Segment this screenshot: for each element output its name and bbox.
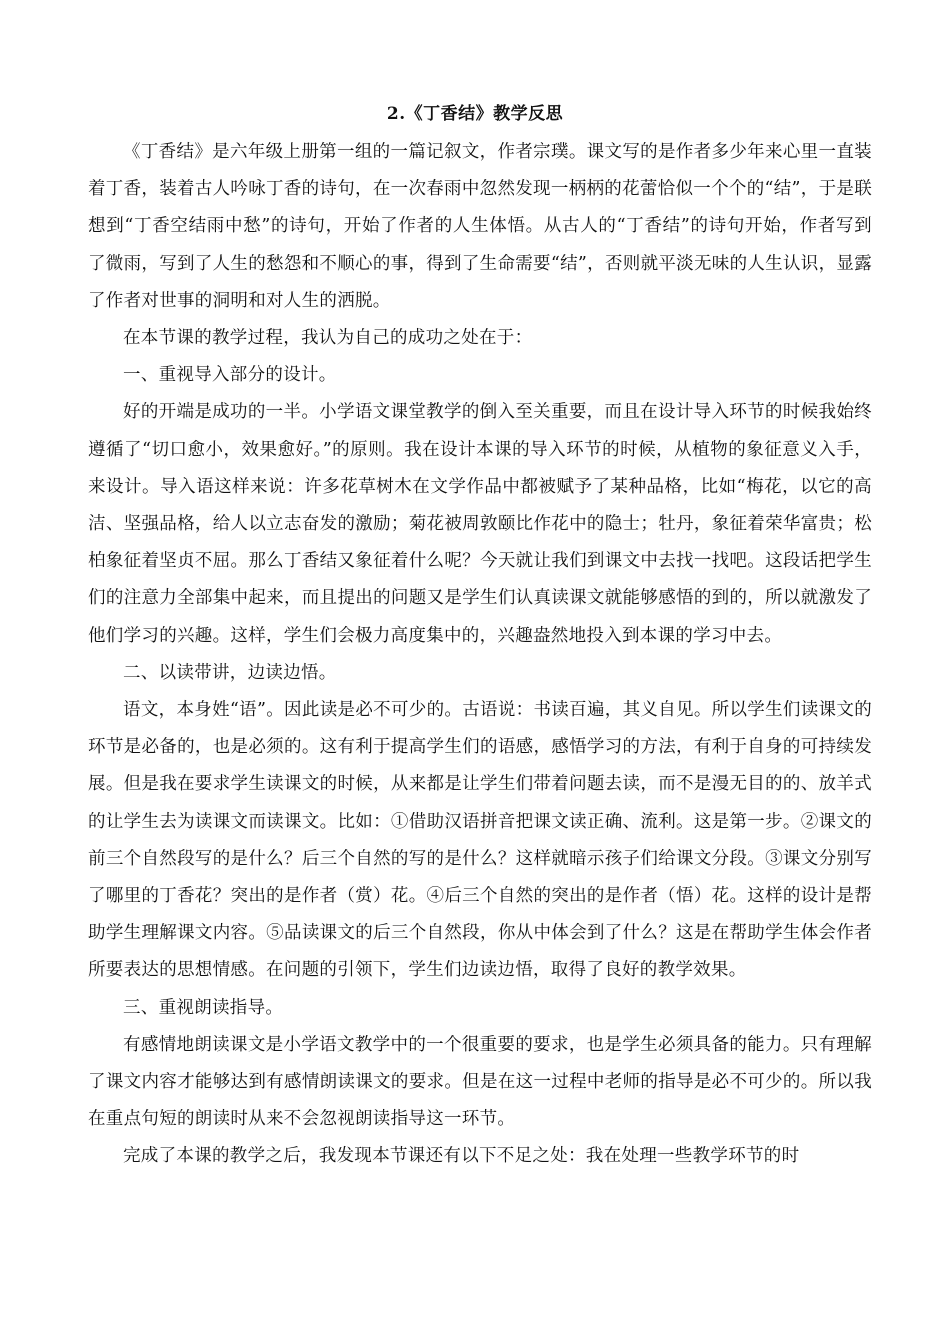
document-body bbox=[88, 134, 872, 1176]
paragraph-intro: 《丁香结》是六年级上册第一组的一篇记叙文，作者宗璞。课文写的是作者多少年来心里一直装着丁香，装着古人吟咏丁香的诗句，在一次春雨中忽然发现一柄柄的花蕾恰似一个个的“结”，于是联想到“丁香空结雨中愁”的诗句，开始了作者的人生体悟。从古人的“丁香结”的诗句开始，作者写到了微雨，写到了人生的愁怨和不顺心的事，得到了生命需要“结”，否则就平淡无味的人生认识，显露了作者对世事的洞明和对人生的洒脱。 bbox=[88, 142, 872, 311]
paragraph-section-3: 有感情地朗读课文是小学语文教学中的一个很重要的要求，也是学生必须具备的能力。只有理解了课文内容才能够达到有感情朗读课文的要求。但是在这一过程中老师的指导是必不可少的。所以我在重点句短的朗读时从来不会忽视朗读指导这一环节。 bbox=[88, 1034, 872, 1130]
paragraph-shortcomings: 完成了本课的教学之后，我发现本节课还有以下不足之处：我在处理一些教学环节的时 bbox=[123, 1146, 800, 1167]
paragraph-section-2: 语文，本身姓“语”。因此读是必不可少的。古语说：书读百遍，其义自见。所以学生们读课文的环节是必备的，也是必须的。这有利于提高学生们的语感，感悟学习的方法，有利于自身的可持续发展。但是我在要求学生读课文的时候，从来都是让学生们带着问题去读，而不是漫无目的的、放羊式的让学生去为读课文而读课文。比如：①借助汉语拼音把课文读正确、流利。这是第一步。②课文的前三个自然段写的是什么？后三个自然的写的是什么？这样就暗示孩子们给课文分段。③课文分别写了哪里的丁香花？突出的是作者（赏）花。④后三个自然的突出的是作者（悟）花。这样的设计是帮助学生理解课文内容。⑤品读课文的后三个自然段，你从中体会到了什么？这是在帮助学生体会作者所要表达的思想情感。在问题的引领下，学生们边读边悟，取得了良好的教学效果。 bbox=[88, 700, 872, 981]
section-heading-2: 二、以读带讲，边读边悟。 bbox=[123, 662, 337, 683]
paragraph-section-1: 好的开端是成功的一半。小学语文课堂教学的倒入至关重要，而且在设计导入环节的时候我始终遵循了“切口愈小，效果愈好。”的原则。我在设计本课的导入环节的时候，从植物的象征意义入手，来设计。导入语这样来说：许多花草树木在文学作品中都被赋予了某种品格，比如“梅花，以它的高洁、坚强品格，给人以立志奋发的激励；菊花被周敦颐比作花中的隐士；牡丹，象征着荣华富贵；松柏象征着坚贞不屈。那么丁香结又象征着什么呢？今天就让我们到课文中去找一找吧。这段话把学生们的注意力全部集中起来，而且提出的问题又是学生们认真读课文就能够感悟的到的，所以就激发了他们学习的兴趣。这样，学生们会极力高度集中的，兴趣盎然地投入到本课的学习中去。 bbox=[88, 402, 872, 646]
section-heading-1: 一、重视导入部分的设计。 bbox=[123, 365, 337, 386]
section-heading-3: 三、重视朗读指导。 bbox=[123, 997, 284, 1018]
paragraph-success-lead: 在本节课的教学过程，我认为自己的成功之处在于： bbox=[123, 328, 533, 349]
document-title: 2.《丁香结》教学反思 bbox=[386, 104, 564, 124]
